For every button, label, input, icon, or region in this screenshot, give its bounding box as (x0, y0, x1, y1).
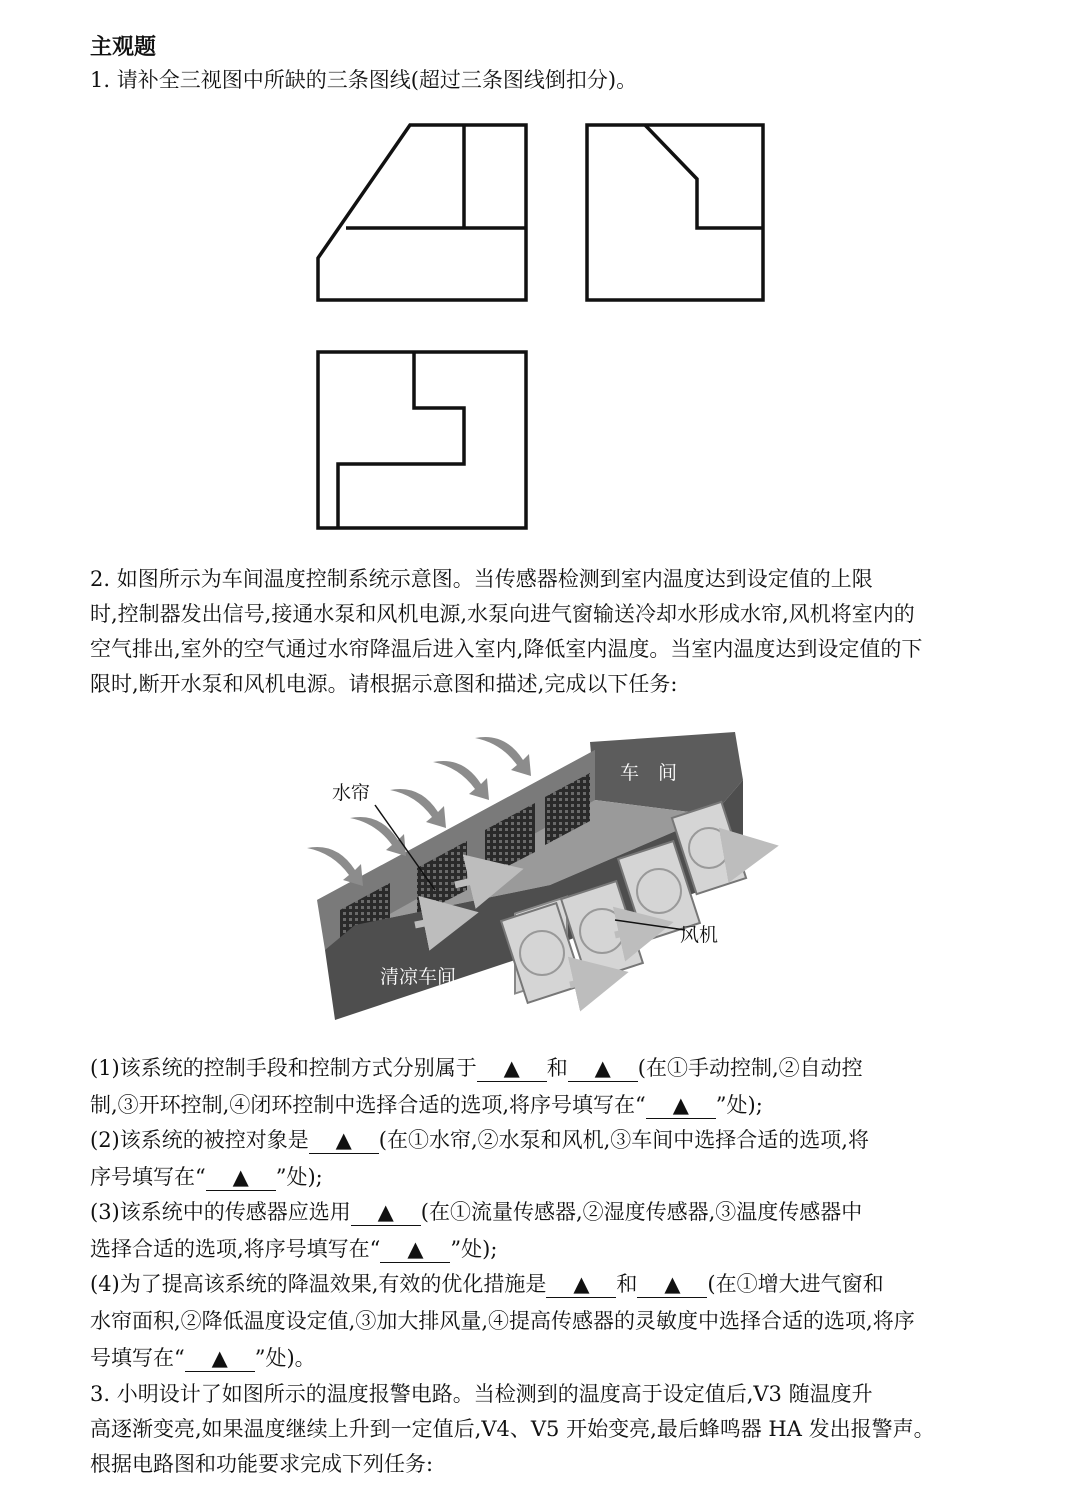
q2-sub3: (3)该系统中的传感器应选用 ▲ (在①流量传感器,②湿度传感器,③温度传感器中 选择合适的选项,将序号填写在“ ▲ ”处); (90, 1200, 863, 1261)
workshop-cooling-diagram (295, 720, 795, 1040)
label-cool-workshop: 清凉车间 (380, 966, 457, 988)
q2-intro-line-3: 空气排出,室外的空气通过水帘降温后进入室内,降低室内温度。当室内温度达到设定值的下 (90, 637, 923, 661)
top-view-drawing (300, 340, 540, 540)
q3-line-3: 根据电路图和功能要求完成下列任务: (90, 1452, 434, 1476)
label-workshop: 车 间 (620, 762, 678, 784)
q2-sub4: (4)为了提高该系统的降温效果,有效的优化措施是 ▲ 和 ▲ (在①增大进气窗和 水帘面积,②降低温度设定值,③加大排风量,④提高传感器的灵敏度中选择合适的选项,将序 号填写在“ ▲ ”处)。 (90, 1272, 915, 1370)
label-fan: 风机 (680, 924, 719, 946)
answer-blank[interactable]: ▲ (637, 1271, 707, 1298)
answer-blank[interactable]: ▲ (380, 1236, 450, 1263)
answer-blank[interactable]: ▲ (185, 1345, 255, 1372)
q3-line-1: 3. 小明设计了如图所示的温度报警电路。当检测到的温度高于设定值后,V3 随温度升 (90, 1382, 873, 1406)
label-water-curtain: 水帘 (332, 782, 371, 804)
q3-line-2: 高逐渐变亮,如果温度继续上升到一定值后,V4、V5 开始变亮,最后蜂鸣器 HA 发出报警声。 (90, 1417, 935, 1441)
answer-blank[interactable]: ▲ (477, 1055, 547, 1082)
answer-blank[interactable]: ▲ (568, 1055, 638, 1082)
side-view-drawing (575, 115, 775, 310)
q2-sub2: (2)该系统的被控对象是 ▲ (在①水帘,②水泵和风机,③车间中选择合适的选项,将 序号填写在“ ▲ ”处); (90, 1128, 869, 1189)
q1-prompt: 1. 请补全三视图中所缺的三条图线(超过三条图线倒扣分)。 (90, 68, 638, 92)
answer-blank[interactable]: ▲ (546, 1271, 616, 1298)
answer-blank[interactable]: ▲ (351, 1199, 421, 1226)
section-heading: 主观题 (90, 35, 157, 60)
q2-intro-line-2: 时,控制器发出信号,接通水泵和风机电源,水泵向进气窗输送冷却水形成水帘,风机将室内的 (90, 602, 915, 626)
answer-blank[interactable]: ▲ (309, 1127, 379, 1154)
q2-sub1: (1)该系统的控制手段和控制方式分别属于 ▲ 和 ▲ (在①手动控制,②自动控 制,③开环控制,④闭环控制中选择合适的选项,将序号填写在“ ▲ ”处); (90, 1056, 863, 1117)
answer-blank[interactable]: ▲ (646, 1092, 716, 1119)
front-view-drawing (300, 115, 540, 310)
q2-intro-line-1: 2. 如图所示为车间温度控制系统示意图。当传感器检测到室内温度达到设定值的上限 (90, 567, 873, 591)
answer-blank[interactable]: ▲ (206, 1164, 276, 1191)
q2-intro-line-4: 限时,断开水泵和风机电源。请根据示意图和描述,完成以下任务: (90, 672, 678, 696)
